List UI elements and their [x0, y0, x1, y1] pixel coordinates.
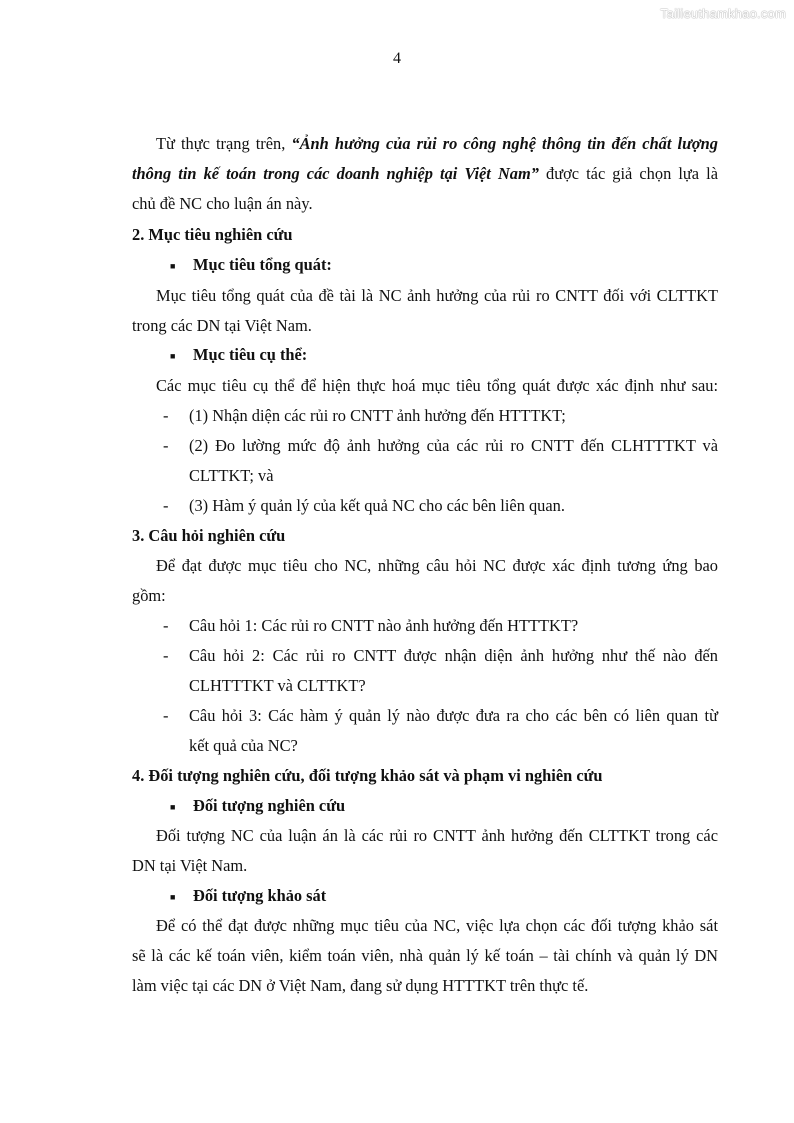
- section-3-heading: 3. Câu hỏi nghiên cứu: [132, 526, 286, 545]
- page-number: 4: [393, 50, 401, 67]
- dash-icon: -: [163, 706, 169, 725]
- question-2-cont: CLHTTTKT và CLTTKT?: [189, 676, 366, 695]
- bullet-square-icon: ■: [170, 892, 176, 902]
- objective-item-2: (2) Đo lường mức độ ảnh hưởng của các rủi ro CNTT đến CLHTTTKT và: [189, 436, 718, 455]
- objective-item-3: (3) Hàm ý quản lý của kết quả NC cho các bên liên quan.: [189, 496, 565, 515]
- objective-item-2-cont: CLTTKT; và: [189, 466, 274, 485]
- research-object-title: Đối tượng nghiên cứu: [193, 796, 346, 815]
- specific-objective-title: Mục tiêu cụ thể:: [193, 345, 308, 364]
- question-3-cont: kết quả của NC?: [189, 736, 298, 755]
- questions-intro-line-2: gồm:: [132, 586, 166, 605]
- bullet-square-icon: ■: [170, 261, 176, 271]
- survey-object-title: Đối tượng khảo sát: [193, 886, 327, 905]
- dash-icon: -: [163, 436, 169, 455]
- specific-objective-intro: Các mục tiêu cụ thể để hiện thực hoá mục tiêu tổng quát được xác định như sau:: [156, 376, 718, 395]
- general-objective-line-2: trong các DN tại Việt Nam.: [132, 316, 312, 335]
- watermark: Tailieuthamkhao.com: [660, 6, 786, 21]
- section-4-heading: 4. Đối tượng nghiên cứu, đối tượng khảo sát và phạm vi nghiên cứu: [132, 766, 603, 785]
- dash-icon: -: [163, 496, 169, 515]
- dash-icon: -: [163, 646, 169, 665]
- general-objective-title: Mục tiêu tổng quát:: [193, 255, 332, 274]
- research-object-line-2: DN tại Việt Nam.: [132, 856, 248, 875]
- survey-object-line-1: Để có thể đạt được những mục tiêu của NC, việc lựa chọn các đối tượng khảo sát: [156, 916, 718, 935]
- survey-object-line-2: sẽ là các kế toán viên, kiểm toán viên, nhà quản lý kế toán – tài chính và quản lý DN: [132, 946, 718, 965]
- questions-intro-line-1: Để đạt được mục tiêu cho NC, những câu hỏi NC được xác định tương ứng bao: [156, 556, 718, 575]
- research-object-line-1: Đối tượng NC của luận án là các rủi ro CNTT ảnh hưởng đến CLTTKT trong các: [156, 826, 718, 845]
- dash-icon: -: [163, 616, 169, 635]
- intro-line-3: chủ đề NC cho luận án này.: [132, 194, 313, 213]
- intro-line-2: thông tin kế toán trong các doanh nghiệp tại Việt Nam” được tác giả chọn lựa là: [132, 164, 718, 183]
- general-objective-line-1: Mục tiêu tổng quát của đề tài là NC ảnh hưởng của rủi ro CNTT đối với CLTTKT: [156, 286, 718, 305]
- section-2-heading: 2. Mục tiêu nghiên cứu: [132, 225, 293, 244]
- survey-object-line-3: làm việc tại các DN ở Việt Nam, đang sử dụng HTTTKT trên thực tế.: [132, 976, 589, 995]
- bullet-square-icon: ■: [170, 802, 176, 812]
- question-2: Câu hỏi 2: Các rủi ro CNTT được nhận diện ảnh hưởng như thế nào đến: [189, 646, 718, 665]
- bullet-square-icon: ■: [170, 351, 176, 361]
- dash-icon: -: [163, 406, 169, 425]
- question-3: Câu hỏi 3: Các hàm ý quản lý nào được đưa ra cho các bên có liên quan từ: [189, 706, 718, 725]
- question-1: Câu hỏi 1: Các rủi ro CNTT nào ảnh hưởng đến HTTTKT?: [189, 616, 579, 635]
- intro-line-1: Từ thực trạng trên, “Ảnh hưởng của rủi ro công nghệ thông tin đến chất lượng: [156, 134, 718, 153]
- objective-item-1: (1) Nhận diện các rủi ro CNTT ảnh hưởng đến HTTTKT;: [189, 406, 566, 425]
